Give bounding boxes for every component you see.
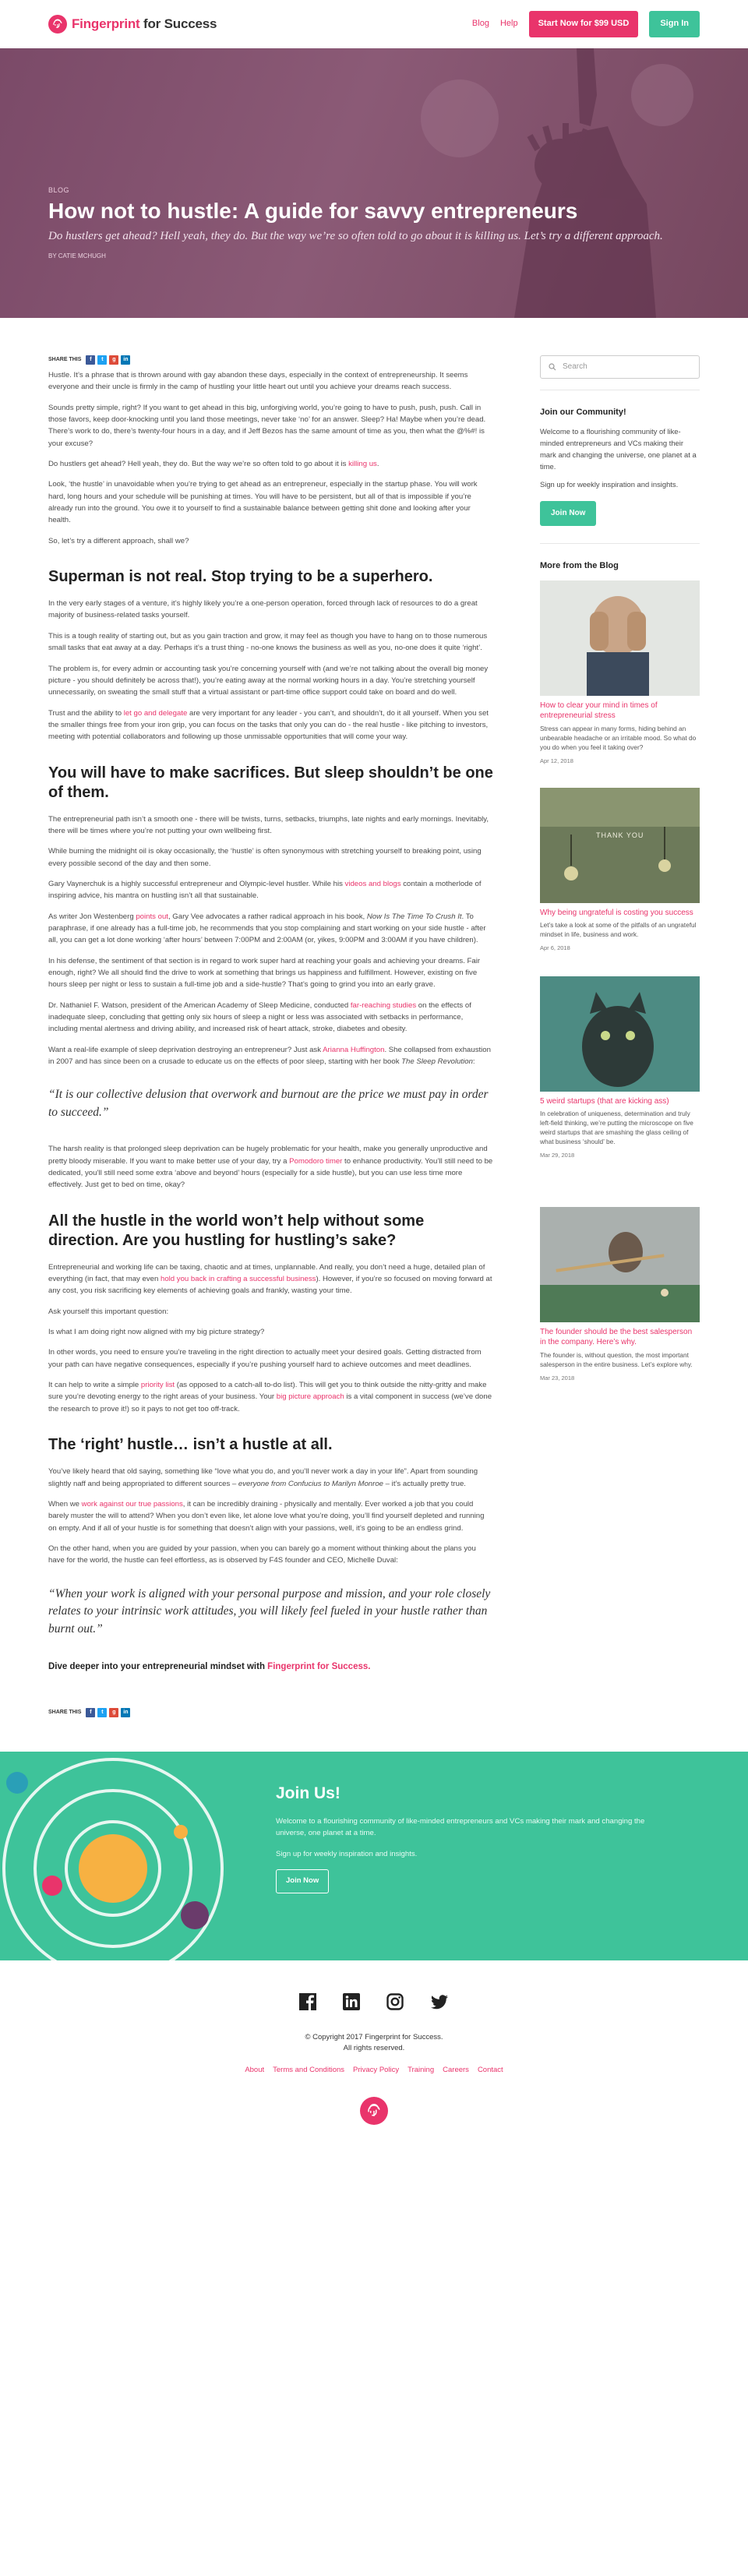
- facebook-icon[interactable]: [299, 1993, 316, 2015]
- search-input[interactable]: Search: [563, 362, 587, 372]
- fingerprint-footer-icon[interactable]: [360, 2097, 388, 2125]
- blog-card[interactable]: [540, 788, 700, 953]
- pull-quote: “When your work is aligned with your personal purpose and mission, and your role closely relates to your intrinsic work attitudes, you will likely feel fueled in your hustle rather than burnt out.”: [48, 1586, 491, 1636]
- paragraph: Is what I am doing right now aligned with my big picture strategy?: [48, 1328, 265, 1337]
- paragraph: As writer Jon Westenberg points out, Gary Vee advocates a rather radical approach in his book, Now Is The Time To Crush It. To paraphrase, if one already has a full-time job, he recommends that you stop complaining and start working on your side hustle - after all, you can get a lot done working ‘after hours’ between 7:00PM and 2:00AM (or, yikes, 9:00PM and 3:00AM if you have children).: [48, 912, 486, 945]
- section-heading: You will have to make sacrifices. But sleep shouldn’t be one of them.: [48, 764, 493, 801]
- blog-card[interactable]: [540, 580, 700, 766]
- share-bar-top: [48, 355, 493, 365]
- join-us-band: [0, 1752, 748, 1960]
- hero-subtitle: Do hustlers get ahead? Hell yeah, they do. But the way we’re so often told to go about it is killing us. Let’s try a different approach.: [48, 230, 663, 243]
- blog-card[interactable]: [540, 976, 700, 1160]
- social-links: [0, 1993, 748, 2015]
- paragraph: Gary Vaynerchuk is a highly successful entrepreneur and Olympic-level hustler. While his videos and blogs contain a motherlode of inspiring advice, his mantra on hustling isn’t all that sustainable.: [48, 879, 482, 901]
- site-footer: [0, 1960, 748, 2162]
- paragraph: Sounds pretty simple, right? If you want to get ahead in this big, unforgiving world, you’re going to have to push, push, push. Call in those favors, keep door-knocking until you land those meetings, never take ‘no’ for an answer. Sleep? Ha! Maybe when you’re dead. There’s work to do, there’s twenty-four hours in a day, and if Jeff Bezos has the same amount of time as you, then what the @%#! is your excuse?: [48, 403, 486, 448]
- join-band-subtext: Sign up for weekly inspiration and insights.: [276, 1849, 418, 1858]
- inline-link[interactable]: videos and blogs: [344, 879, 401, 888]
- nav-blog-link[interactable]: Blog: [471, 19, 489, 29]
- card-date: Mar 29, 2018: [540, 1152, 575, 1159]
- search-icon: [549, 363, 556, 371]
- card-date: Mar 23, 2018: [540, 1374, 575, 1382]
- divider: [540, 543, 700, 544]
- sidebar: [540, 318, 700, 1752]
- page-title: How not to hustle: A guide for savvy entrepreneurs: [48, 198, 578, 223]
- section-heading: Superman is not real. Stop trying to be a superhero.: [48, 568, 433, 586]
- logo[interactable]: [48, 14, 217, 34]
- section-heading: The ‘right’ hustle… isn’t a hustle at all.: [48, 1436, 333, 1454]
- paragraph: Look, ‘the hustle’ in unavoidable when you’re trying to get ahead as an entrepreneur, especially in the startup phase. You will work hard, long hours and your schedule will be punishing at times. You will have to be persistent, but all of that is impossible if you’re already run into the ground. You owe it to yourself to find a sustainable balance between getting shit done and looking after your health.: [48, 480, 478, 525]
- card-title[interactable]: The founder should be the best salesperson in the company. Here’s why.: [540, 1327, 693, 1347]
- fingerprint-logo-icon: [48, 15, 67, 34]
- orbit-illustration: [0, 1752, 234, 1960]
- inline-link[interactable]: let go and delegate: [123, 708, 188, 718]
- footer-link-training[interactable]: Training: [408, 2066, 435, 2075]
- share-label: SHARE THIS: [48, 356, 82, 362]
- linkedin-icon[interactable]: [343, 1993, 360, 2015]
- card-image-stressed-man: [540, 580, 700, 696]
- hero-banner: [0, 48, 748, 318]
- paragraph: This is a tough reality of starting out, but as you gain traction and grow, it may feel as though you have to hang on to those numerous small tasks that eat away at a day. Perhaps it’s a trust thing - no-one knows the business as well as you, no-one does it quite ‘right’.: [48, 631, 488, 653]
- site-header: [0, 0, 748, 48]
- join-now-button[interactable]: Join Now: [540, 501, 596, 526]
- fingerprint-link[interactable]: Fingerprint for Success.: [267, 1661, 371, 1671]
- copyright: © Copyright 2017 Fingerprint for Success.: [305, 2032, 443, 2041]
- brand-name: Fingerprint for Success: [72, 16, 217, 31]
- start-now-button[interactable]: Start Now for $99 USD: [529, 11, 639, 37]
- nav-help-link[interactable]: Help: [499, 19, 518, 29]
- paragraph: Trust and the ability to let go and delegate are very important for any leader - you can’t, and shouldn’t, do it all yourself. When you set the smaller things free from your iron grip, you can focus on the tasks that only you can do - the real hustle - like pitching to investors, meeting with potential collaborators and following up those unmissable opportunities that will come your way.: [48, 708, 489, 742]
- card-date: Apr 6, 2018: [540, 944, 570, 952]
- card-title[interactable]: 5 weird startups (that are kicking ass): [540, 1096, 669, 1106]
- inline-link[interactable]: big picture approach: [276, 1392, 344, 1402]
- linkedin-share-icon[interactable]: in: [121, 1708, 130, 1717]
- card-excerpt: The founder is, without question, the most important salesperson in the entire business. Let’s explore why.: [540, 1350, 693, 1368]
- paragraph: So, let’s try a different approach, shall we?: [48, 536, 189, 545]
- twitter-icon[interactable]: [430, 1993, 449, 2015]
- card-image-cat: [540, 976, 700, 1092]
- join-heading: Join our Community!: [540, 408, 626, 417]
- join-band-text: Welcome to a flourishing community of like-minded entrepreneurs and VCs making their mark and changing the universe, one planet at a time.: [276, 1816, 645, 1837]
- pull-quote: “It is our collective delusion that overwork and burnout are the price we must pay in order to succeed.”: [48, 1088, 489, 1119]
- join-subtext: Sign up for weekly inspiration and insights.: [540, 480, 679, 489]
- card-date: Apr 12, 2018: [540, 757, 573, 764]
- inline-link[interactable]: Arianna Huffington: [323, 1045, 385, 1054]
- statue-of-liberty-image: [413, 48, 693, 318]
- inline-link[interactable]: hold you back in crafting a successful business: [160, 1275, 316, 1284]
- card-image-thank-you-sign: [540, 788, 700, 903]
- paragraph: When we work against our true passions, it can be incredibly draining - physically and mentally. Ever worked a job that you could barely muster the will to attend? When you don’t even like, let alone love what you’re doing, you’ll find yourself depleted and running on empty. And if all of your hustle is for something that doesn’t align with your passions, well, it’s going to be an endless grind.: [48, 1499, 485, 1533]
- paragraph: The harsh reality is that prolonged sleep deprivation can be hugely problematic for your health, make you generally unproductive and pretty bloody miserable. If you want to make better use of your day, try a Pomodoro timer to enhance productivity. You’ll still need to be dedicated, you’ll still need some extra ‘above and beyond’ hours (especially for a side hustle), but you can use less time more effectively. Just get to bed on time, okay?: [48, 1145, 493, 1190]
- google-plus-share-icon[interactable]: g: [109, 1708, 118, 1717]
- closing-cta: Dive deeper into your entrepreneurial mindset with Fingerprint for Success.: [48, 1661, 371, 1671]
- paragraph: In the very early stages of a venture, it’s highly likely you’re a one-person operation, forced through lack of resources to do a great majority of business-related tasks yourself.: [48, 599, 478, 620]
- search-box[interactable]: [540, 355, 700, 379]
- share-label: SHARE THIS: [48, 1709, 82, 1715]
- paragraph: The entrepreneurial path isn’t a smooth one - there will be twists, turns, setbacks, triumphs, late nights and early mornings. Inevitably, there will be times where you’re not putting your own wellbeing first.: [48, 814, 489, 835]
- facebook-share-icon[interactable]: f: [86, 355, 95, 365]
- inline-link[interactable]: killing us: [348, 460, 377, 469]
- footer-link-careers[interactable]: Careers: [443, 2066, 469, 2075]
- paragraph: Ask yourself this important question:: [48, 1307, 169, 1316]
- inline-link[interactable]: work against our true passions: [81, 1499, 183, 1509]
- footer-links: [0, 2065, 748, 2077]
- paragraph: In other words, you need to ensure you’re traveling in the right direction to actually meet your desired goals. Getting distracted from your path can have negative consequences, especially if you’re pushing yourself hard to achieve outcomes and meet deadlines.: [48, 1348, 482, 1369]
- card-title[interactable]: Why being ungrateful is costing you success: [540, 908, 693, 917]
- footer-spacer: [0, 2125, 748, 2162]
- paragraph: While burning the midnight oil is okay occasionally, the ‘hustle’ is often synonymous with stretching yourself to breaking point, using every possible second of the day and then some.: [48, 847, 482, 868]
- inline-link[interactable]: Pomodoro timer: [289, 1156, 343, 1166]
- inline-link[interactable]: far-reaching studies: [350, 1000, 417, 1010]
- card-sign-text: THANK YOU: [596, 831, 644, 839]
- paragraph: Entrepreneurial and working life can be taxing, chaotic and at times, unplannable. And really, you don’t need a huge, detailed plan of everything (in fact, that may even hold you back in crafting a successful business). However, if you’re so focused on moving forward at any cost, you risk sacrificing key elements of achieving goals and frankly, wasting your time.: [48, 1262, 492, 1296]
- section-heading: All the hustle in the world won’t help without some direction. Are you hustling for hustling’s sake?: [48, 1212, 425, 1249]
- blog-card[interactable]: [540, 1207, 700, 1383]
- footer-link-about[interactable]: About: [245, 2066, 265, 2075]
- paragraph: Hustle. It’s a phrase that is thrown around with gay abandon these days, especially in the context of entrepreneurship. It seems everyone and their uncle is firmly in the camp of hustling your little heart out until you achieve your dreams reach success.: [48, 371, 468, 392]
- inline-link[interactable]: priority list: [140, 1381, 175, 1390]
- facebook-share-icon[interactable]: f: [86, 1708, 95, 1717]
- card-image-billiards: [540, 1207, 700, 1322]
- paragraph: It can help to write a simple priority list (as opposed to a catch-all to-do list). This will get you to think outside the nitty-gritty and make sure you’re devoting energy to the right areas of your business. Your big picture approach is a vital component in success (we’ve done the research to prove it!) so it pays to not get too off-track.: [48, 1381, 492, 1413]
- inline-link[interactable]: points out: [136, 912, 168, 921]
- footer-link-privacy[interactable]: Privacy Policy: [353, 2066, 400, 2075]
- google-plus-share-icon[interactable]: g: [109, 355, 118, 365]
- footer-link-contact[interactable]: Contact: [477, 2066, 503, 2075]
- join-band-title: Join Us!: [276, 1784, 340, 1803]
- article-body: [48, 318, 493, 1752]
- rights-reserved: All rights reserved.: [343, 2044, 405, 2053]
- twitter-share-icon[interactable]: t: [97, 355, 107, 365]
- paragraph: You’ve likely heard that old saying, something like “love what you do, and you’ll never work a day in your life”. Apart from sounding slightly naff and being appropriated to different sources – everyone from Confucius to Marilyn Monroe – it’s actually pretty true.: [48, 1467, 478, 1488]
- footer-link-terms[interactable]: Terms and Conditions: [273, 2066, 345, 2075]
- share-bar-bottom: [48, 1708, 493, 1717]
- join-now-band-button[interactable]: Join Now: [276, 1869, 329, 1893]
- paragraph: Dr. Nathaniel F. Watson, president of the American Academy of Sleep Medicine, conducted far-reaching studies on the effects of inadequate sleep, concluding that getting only six hours of sleep a night or less was associated with setbacks in performance, including mental alertness and driving ability, and increased risk of heart attack, stroke, diabetes and obesity.: [48, 1000, 471, 1034]
- more-from-blog-heading: More from the Blog: [540, 560, 619, 570]
- author-byline: BY CATIE MCHUGH: [48, 252, 106, 260]
- paragraph: Do hustlers get ahead? Hell yeah, they do. But the way we’re so often told to go about it is killing us.: [48, 460, 379, 469]
- top-nav: [472, 11, 700, 37]
- paragraph: In his defense, the sentiment of that section is in regard to work super hard at reaching your goals and achieving your dreams. Fair enough, right? We all should find the drive to work at something that brings us happiness and fulfillment. However, existing on five hours sleep per night or less to sustain a full-time job and a side-hustle? That’s going to grind you into an early grave.: [48, 956, 481, 990]
- paragraph: On the other hand, when you are guided by your passion, when you can barely go a moment without thinking about the plans you have for the world, the hustle can feel effortless, as is observed by F4S founder and CEO, Michelle Duval:: [48, 1544, 476, 1565]
- instagram-icon[interactable]: [386, 1993, 404, 2015]
- paragraph: Want a real-life example of sleep deprivation destroying an entrepreneur? Just ask Arianna Huffington. She collapsed from exhaustion in 2007 and has since been on a crusade to educate us on the effects of poor sleep, starting with her book The Sleep Revolution:: [48, 1045, 491, 1067]
- twitter-share-icon[interactable]: t: [97, 1708, 107, 1717]
- sign-in-button[interactable]: Sign In: [649, 11, 700, 37]
- card-excerpt: Let’s take a look at some of the pitfalls of an ungrateful mindset in life, business and work.: [540, 921, 697, 939]
- paragraph: The problem is, for every admin or accounting task you’re concerning yourself with (and we’re not talking about the overall big money picture - you should definitely be across that!), you’re eating away at the normal working hours in a day. You’re stretching yourself unnecessarily, on sweating the small stuff that a virtual assistant or part-time office support could take on board and do well.: [48, 664, 489, 697]
- join-text: Welcome to a flourishing community of like-minded entrepreneurs and VCs making their mark and changing the universe, one planet at a time.: [540, 427, 697, 471]
- card-excerpt: Stress can appear in many forms, hiding behind an unbearable headache or an irritable mood. So what do you do when you feel it taking over?: [540, 724, 697, 751]
- card-excerpt: In celebration of uniqueness, determination and truly left-field thinking, we’re putting the microscope on five weird startups that are smashing the glass ceiling of what business ‘should’ be.: [540, 1110, 693, 1146]
- hero-kicker: BLOG: [48, 186, 70, 194]
- card-title[interactable]: How to clear your mind in times of entrepreneurial stress: [540, 700, 658, 721]
- linkedin-share-icon[interactable]: in: [121, 355, 130, 365]
